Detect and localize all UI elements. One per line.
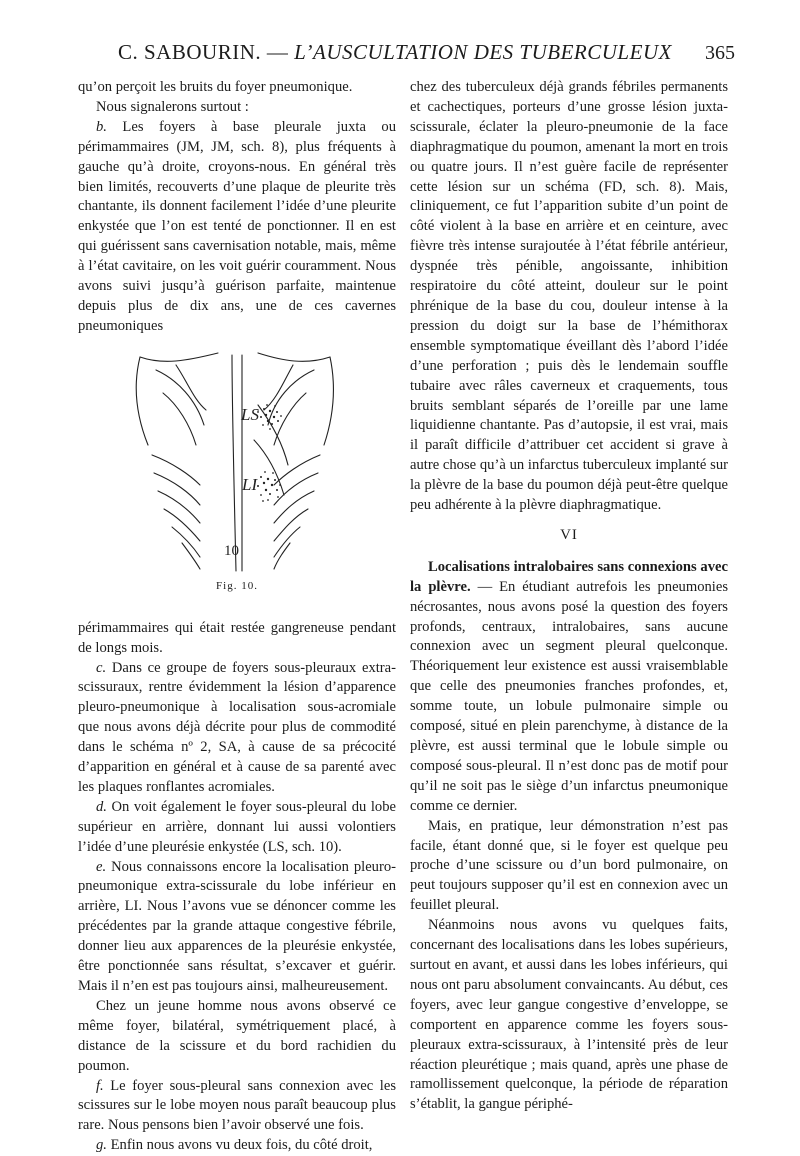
paragraph <box>78 659 396 798</box>
left-column <box>78 78 396 1156</box>
paragraph <box>78 798 396 858</box>
paragraph <box>78 118 396 337</box>
thorax-schema-drawing <box>78 345 396 575</box>
figure-10 <box>78 345 396 575</box>
item-letter: e. <box>96 858 107 875</box>
label-li: LI <box>242 474 258 494</box>
paragraph: Chez un jeune homme nous avons observé ce même foyer, bilatéral, symétriquement placé, à distance de la scissure et du bord rachidien du poumon. <box>78 997 396 1074</box>
paragraph <box>410 558 728 817</box>
item-letter: b. <box>96 118 107 135</box>
paragraph-text: Dans ce groupe de foyers sous-pleuraux extra-scissuraux, rentre évidemment la lésion d’apparence pleuro-pneumonique à localisation sous-acromiale que nous avons déjà décrite pour plus de commodité dans le schéma nº 2, SA, à cause de sa précocité d’apparition en général et à cause de sa parenté avec les plaques ronflantes acromiales. <box>78 659 396 795</box>
paragraph-text: Nous connaissons encore la localisation pleuro-pneumonique extra-scissurale du lobe inférieur en arrière, LI. Nous l’avons vue se dénoncer comme les précédentes par la grande attaque congestive fébrile, donner lieu aux apparences de la pleurésie enkystée, être ponctionnée sans résultat, s’excaver et guérir. Mais il n’en est pas toujours ainsi, malheureusement. <box>78 858 396 994</box>
label-10: 10 <box>224 542 239 559</box>
paragraph: chez des tuberculeux déjà grands fébriles permanents et cachectiques, porteurs d’une grosse lésion juxta-scissurale, éclater la pleuro-pneumonie de la face diaphragmatique du poumon, amenant la mort en trois ou quatre jours. Il n’est guère facile de représenter cette lésion sur un schéma (FD, sch. 8). Mais, cliniquement, ce fut l’apparition subite d’un point de côté violent à la base en arrière et en ceinture, avec fièvre très intense surajoutée à l’état fébrile antérieur, dyspnée très pénible, angoissante, inhibition respiratoire du côté atteint, douleur sur le point phrénique de la base du cou, douleur intense à la pression du doigt sur la base de l’hémithorax ensemble symptomatique éveillant dès l’abord l’idée d’une perforation ; puis dès le lendemain souffle tubaire avec râles caverneux et craquements, tous bruits semblant séparés de l’oreille par une lame liquidienne chantante. Pas d’autopsie, il est vrai, mais il paraît difficile d’attribuer cet accident si grave à autre chose qu’à un infarctus tuberculeux implanté sur la plèvre de la base du poumon déjà peut-être quelque peu adhérente à la plèvre diaphragmatique. <box>410 79 728 514</box>
item-letter: f. <box>96 1077 104 1094</box>
paragraph <box>78 1077 396 1137</box>
paragraph-text: — En étudiant autrefois les pneumonies nécrosantes, nous avons posé la question des foyers profonds, centraux, intralobaires, sans aucune connexion avec un segment pleural quelconque. Théoriquement leur existence est aussi vraisemblable que celle des pneumonies franches profondes, et, somme toute, un lobule pulmonaire simple ou composé, situé en plein parenchyme, à distance de la plèvre, est aussi terminal que le lobule simple ou composé sous-pleural. Il n’est donc pas de motif pour qu’il ne soit pas le siège d’un infarctus pneumonique comme ce dernier. <box>410 578 728 814</box>
right-column <box>410 78 728 1115</box>
label-ls: LS <box>241 404 259 424</box>
paragraph-text: Le foyer sous-pleural sans connexion avec les scissures sur le lobe moyen nous paraît beaucoup plus rare. Nous pensons bien l’avoir observé une fois. <box>78 1077 396 1134</box>
paragraph-text: Les foyers à base pleurale juxta ou périmammaires (JM, JM, sch. 8), plus fréquents à gauche qu’à droite, croyons-nous. En général très bien limités, recouverts d’une plaque de pleurite très chantante, ils donnent facilement l’idée d’une pleurite enkystée que l’on est tenté de ponctionner. Il en est qui guérissent sans cavernisation notable, mais, même à l’état cavitaire, on les voit guérir couramment. Nous avons suivi jusqu’à guérison parfaite, maintenue depuis plus de dix ans, une de ces cavernes pneumoniques <box>78 118 396 334</box>
header-title: L’AUSCULTATION DES TUBERCULEUX <box>294 40 672 64</box>
section-heading: Localisations intralobaires sans connexions avec la plèvre. <box>410 558 728 595</box>
item-letter: d. <box>96 798 107 815</box>
paragraph: qu’on perçoit les bruits du foyer pneumonique. <box>78 79 353 95</box>
paragraph: Mais, en pratique, leur démonstration n’est pas facile, étant donné que, si le foyer est quelque peu proche d’une scissure ou d’un bord pulmonaire, on peut toujours supposer qu’il est en connexion avec un feuillet pleural. <box>410 817 728 914</box>
paragraph <box>78 1136 396 1156</box>
paragraph: périmammaires qui était restée gangreneuse pendant de longs mois. <box>78 619 396 656</box>
paragraph <box>78 858 396 997</box>
item-letter: g. <box>96 1137 107 1154</box>
item-letter: c. <box>96 659 107 676</box>
running-header <box>0 40 800 70</box>
section-number: VI <box>560 526 578 543</box>
figure-caption: Fig. 10. <box>216 579 258 592</box>
paragraph: Nous signalerons surtout : <box>96 98 249 115</box>
running-title <box>118 40 672 65</box>
page-number: 365 <box>705 42 735 64</box>
paragraph: Néanmoins nous avons vu quelques faits, concernant des localisations dans les lobes supérieurs, surtout en avant, et aussi dans les lobes inférieurs, qui nous ont paru absolument convaincants. Au début, ces foyers, avec leur gangue congestive d’enveloppe, se comportent en apparence comme les foyers sous-pleuraux extra-scissuraux, à l’intensité près de leur réaction pleurétique ; mais quand, après une phase de ramollissement quelconque, la période de réparation s’établit, la gangue périphé- <box>410 917 728 1113</box>
paragraph-text: Enfin nous avons vu deux fois, du côté droit, <box>106 1137 373 1154</box>
paragraph-text: On voit également le foyer sous-pleural du lobe supérieur en arrière, donnant lui aussi volontiers l’idée d’une pleurésie enkystée (LS, sch. 10). <box>78 798 396 855</box>
header-author: C. SABOURIN. — <box>118 40 289 64</box>
